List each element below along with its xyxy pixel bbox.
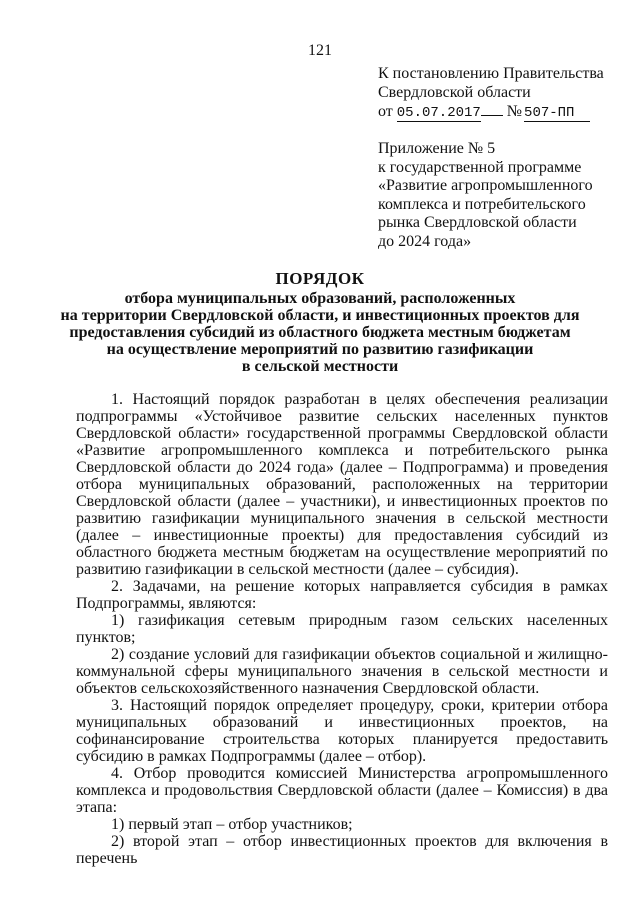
paragraph: 1) первый этап – отбор участников; [111, 816, 353, 833]
paragraph: 2) создание условий для газификации объектов социальной и жилищно-коммунальной сферы муниципального значения в сельской местности и объектов сельскохозяйственного назначения Свердловской области. [76, 646, 608, 697]
date-underline-gap [481, 115, 503, 116]
title-subtitle-line: в сельской местности [241, 358, 399, 375]
title-subtitle-line: на осуществление мероприятий по развитию газификации [106, 341, 534, 358]
from-label: от [378, 103, 393, 120]
title-subtitle-line: отбора муниципальных образований, расположенных [124, 290, 516, 307]
appendix-line: «Развитие агропромышленного [378, 177, 593, 194]
paragraph: 3. Настоящий порядок определяет процедуру, сроки, критерии отбора муниципальных образований и инвестиционных проектов, на софинансирование строительства которых планируется предоставить субсидию в рамках Подпрограммы (далее – отбор). [76, 697, 608, 765]
title-subtitle-line: на территории Свердловской области, и инвестиционных проектов для [60, 307, 580, 324]
approval-date-number-line [378, 102, 628, 122]
paragraph: 2) второй этап – отбор инвестиционных проектов для включения в перечень [76, 833, 608, 867]
page-number: 121 [308, 42, 332, 59]
appendix-line: рынка Свердловской области [378, 214, 577, 231]
approval-date: 05.07.2017 [396, 105, 481, 121]
approval-line-1: К постановлению Правительства [378, 65, 604, 82]
appendix-line: к государственной программе [378, 158, 582, 176]
document-body [76, 391, 608, 867]
appendix-line: Приложение № 5 [378, 140, 496, 157]
appendix-line: до 2024 года» [378, 232, 472, 250]
paragraph: 1) газификация сетевым природным газом сельских населенных пунктов; [76, 612, 608, 646]
paragraph: 4. Отбор проводится комиссией Министерства агропромышленного комплекса и продовольствия Свердловской области (далее – Комиссия) в два этапа: [76, 765, 608, 816]
appendix-block [378, 140, 628, 251]
approval-number: 507-ПП [524, 105, 590, 122]
approval-block [378, 64, 628, 122]
title-main: ПОРЯДОК [275, 269, 365, 288]
number-label: № [506, 103, 523, 120]
title-subtitle-line: предоставления субсидий из областного бюджета местным бюджетам [69, 324, 571, 341]
paragraph: 1. Настоящий порядок разработан в целях обеспечения реализации подпрограммы «Устойчивое развитие сельских населенных пунктов Свердловской области» государственной программы Свердловской области «Развитие агропромышленного комплекса и потребительского рынка Свердловской области до 2024 года» (далее – Подпрограмма) и проведения отбора муниципальных образований, расположенных на территории Свердловской области (далее – участники), и инвестиционных проектов по развитию газификации муниципального значения в сельской местности (далее – инвестиционные проекты) для предоставления субсидий из областного бюджета местным бюджетам на осуществление мероприятий по развитию газификации в сельской местности (далее – субсидия). [76, 391, 608, 578]
document-title [60, 268, 580, 375]
appendix-line: комплекса и потребительского [378, 195, 586, 213]
approval-line-2: Свердловской области [378, 84, 531, 101]
paragraph: 2. Задачами, на решение которых направляется субсидия в рамках Подпрограммы, являются: [76, 578, 608, 612]
